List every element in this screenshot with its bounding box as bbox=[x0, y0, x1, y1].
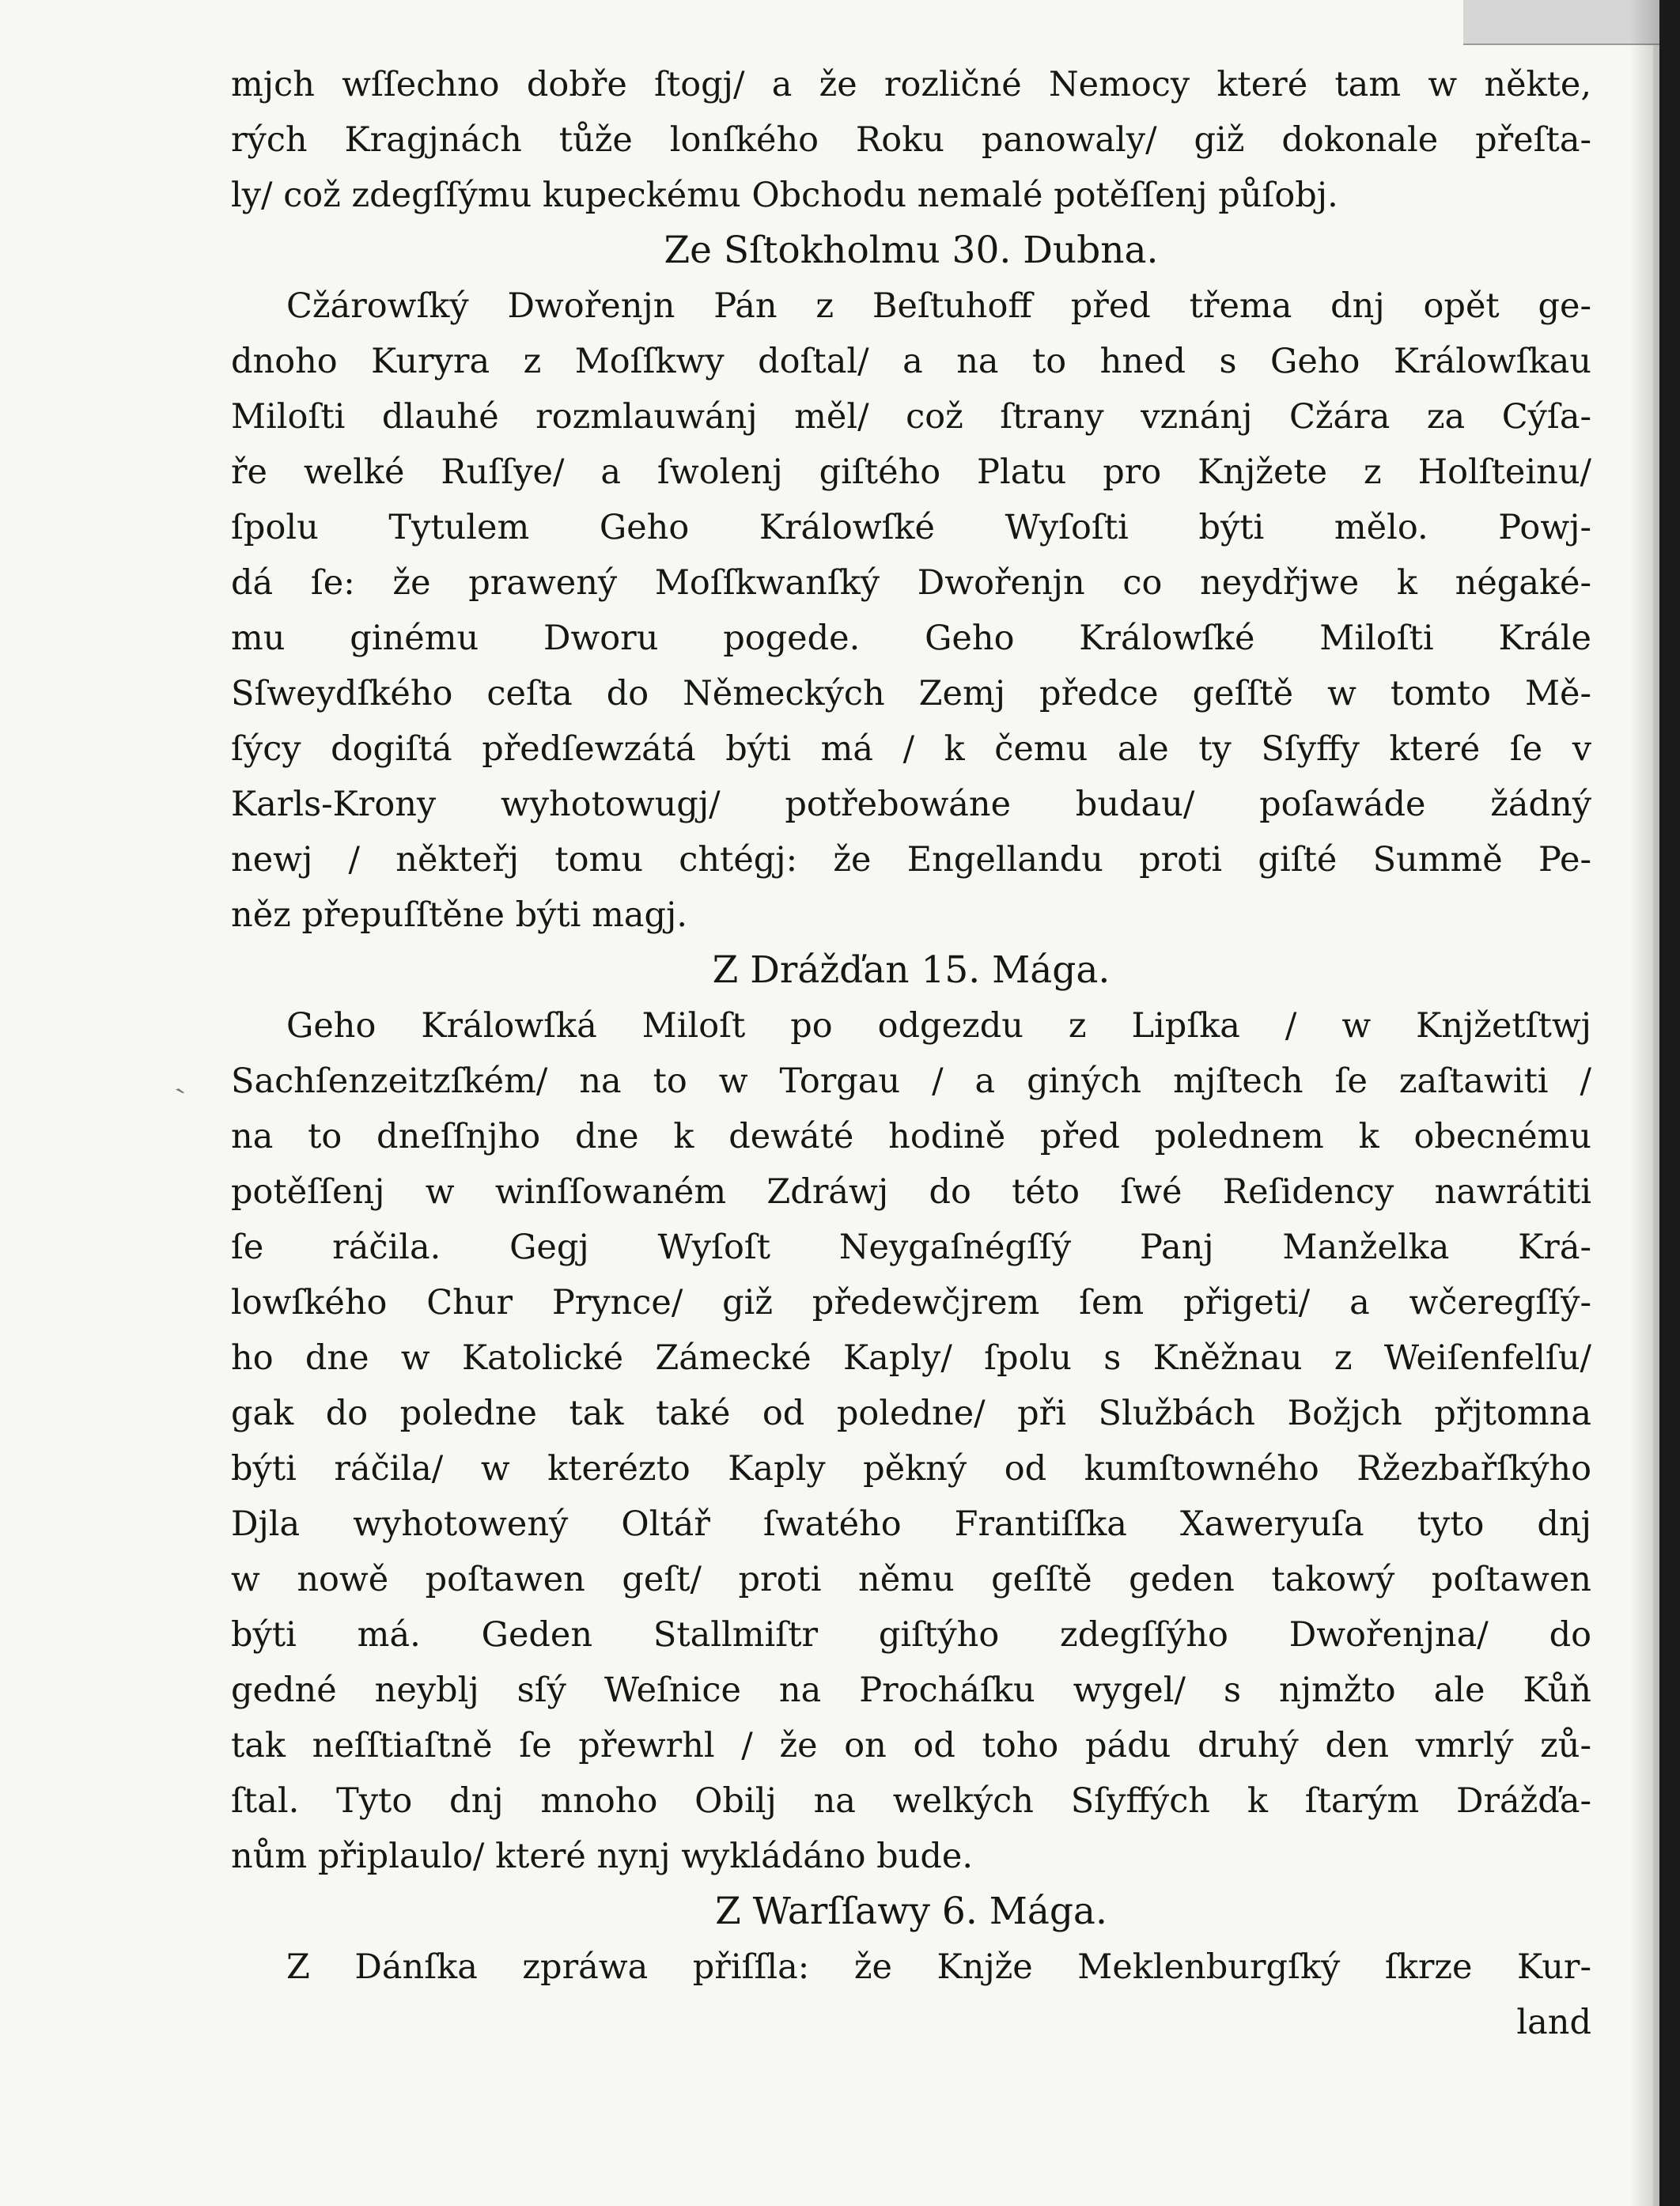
text-line: ho dne w Katolické Zámecké Kaply/ ſpolu s Kněžnau z Weiſenfelſu/ bbox=[231, 1338, 1591, 1378]
text-line: nům připlaulo/ které nynj wykládáno bude. bbox=[231, 1837, 974, 1876]
text-line: Sſweydſkého ceſta do Německých Zemj předce geſſtě w tomto Mě- bbox=[231, 674, 1591, 713]
text-line: ře welké Ruſſye/ a ſwolenj giſtého Platu pro Knjžete z Holſteinu/ bbox=[231, 452, 1591, 492]
paragraph-stockholm bbox=[231, 278, 1591, 943]
text-line: na to dneſſnjho dne k dewáté hodině před polednem k obecnému bbox=[231, 1117, 1591, 1156]
text-line: býti má. Geden Stallmiſtr giſtýho zdegſſýho Dwořenjna/ do bbox=[231, 1615, 1591, 1655]
dateline-warsaw: Z Warſſawy 6. Mága. bbox=[715, 1890, 1107, 1933]
text-line: Cžárowſký Dwořenjn Pán z Beſtuhoff před třema dnj opět ge- bbox=[286, 286, 1591, 326]
text-line: Karls-Krony wyhotowugj/ potřebowáne budau/ poſawáde žádný bbox=[231, 785, 1591, 824]
dateline-dresden: Z Drážďan 15. Mága. bbox=[712, 948, 1111, 992]
text-line: rých Kragjnách tůže lonſkého Roku panowaly/ giž dokonale přeſta- bbox=[231, 120, 1591, 160]
text-line: gedné neyblj sſý Weſnice na Procháſku wygel/ s njmžto ale Kůň bbox=[231, 1671, 1591, 1710]
text-line: mu ginému Dworu pogede. Geho Králowſké Miloſti Krále bbox=[231, 619, 1591, 658]
text-line: Z Dánſka zpráwa přiſſla: že Knjže Meklenburgſký ſkrze Kur- bbox=[286, 1947, 1591, 1987]
text-line: w nowě poſtawen geſt/ proti němu geſſtě geden takowý poſtawen bbox=[231, 1560, 1591, 1599]
stray-ink-mark: ` bbox=[172, 1081, 200, 1122]
text-line: něz přepuſſtěne býti magj. bbox=[231, 895, 688, 935]
text-line: býti ráčila/ w kterézto Kaply pěkný od kumſtowného Ržezbařſkýho bbox=[231, 1449, 1591, 1489]
text-line: dá ſe: že prawený Moſſkwanſký Dwořenjn co neydřjwe k négaké- bbox=[231, 563, 1591, 603]
paragraph-dresden bbox=[231, 998, 1591, 1884]
text-line: ſýcy dogiſtá předſewzátá býti má / k čemu ale ty Sſyffy které ſe v bbox=[231, 729, 1591, 769]
paragraph-warsaw bbox=[231, 1939, 1591, 1995]
text-line: Djla wyhotowený Oltář ſwatého Frantiſſka Xaweryuſa tyto dnj bbox=[231, 1504, 1591, 1544]
page-gutter-shadow bbox=[1629, 0, 1661, 2206]
paragraph-stockholm-end bbox=[231, 57, 1591, 223]
text-line: gak do poledne tak také od poledne/ při Službách Božjch přjtomna bbox=[231, 1394, 1591, 1433]
catchword: land bbox=[1516, 2003, 1591, 2042]
text-line: lowſkého Chur Prynce/ giž předewčjrem ſem přigeti/ a wčeregſſý- bbox=[231, 1283, 1591, 1322]
text-line: ſe ráčila. Gegj Wyſoſt Neygaſnégſſý Panj Manželka Krá- bbox=[231, 1228, 1591, 1267]
text-line: Sachſenzeitzſkém/ na to w Torgau / a giných mjſtech ſe zaſtawiti / bbox=[231, 1061, 1591, 1101]
text-line: Geho Králowſká Miloſt po odgezdu z Lipſka / w Knjžetſtwj bbox=[286, 1006, 1591, 1046]
scan-border bbox=[1659, 0, 1680, 2206]
article-text bbox=[231, 57, 1591, 2050]
text-line: mjch wſſechno dobře ſtogj/ a že rozličné Nemocy které tam w někte, bbox=[231, 65, 1591, 104]
text-line: potěſſenj w winſſowaném Zdráwj do této ſwé Reſidency nawrátiti bbox=[231, 1172, 1591, 1212]
text-line: ſpolu Tytulem Geho Králowſké Wyſoſti býti mělo. Powj- bbox=[231, 508, 1591, 547]
text-line: tak neſſtiaſtně ſe přewrhl / že on od toho pádu druhý den vmrlý zů- bbox=[231, 1726, 1591, 1765]
dateline-stockholm: Ze Sſtokholmu 30. Dubna. bbox=[664, 229, 1159, 272]
text-line: dnoho Kuryra z Moſſkwy doſtal/ a na to hned s Geho Králowſkau bbox=[231, 342, 1591, 381]
text-line: ly/ což zdegſſýmu kupeckému Obchodu nemalé potěſſenj půſobj. bbox=[231, 176, 1338, 215]
text-line: newj / někteřj tomu chtégj: že Engellandu proti giſté Summě Pe- bbox=[231, 840, 1591, 880]
text-line: ſtal. Tyto dnj mnoho Obilj na welkých Sſyffých k ſtarým Drážďa- bbox=[231, 1781, 1591, 1821]
text-line: Miloſti dlauhé rozmlauwánj měl/ což ſtrany vznánj Cžára za Cýſa- bbox=[231, 397, 1591, 437]
